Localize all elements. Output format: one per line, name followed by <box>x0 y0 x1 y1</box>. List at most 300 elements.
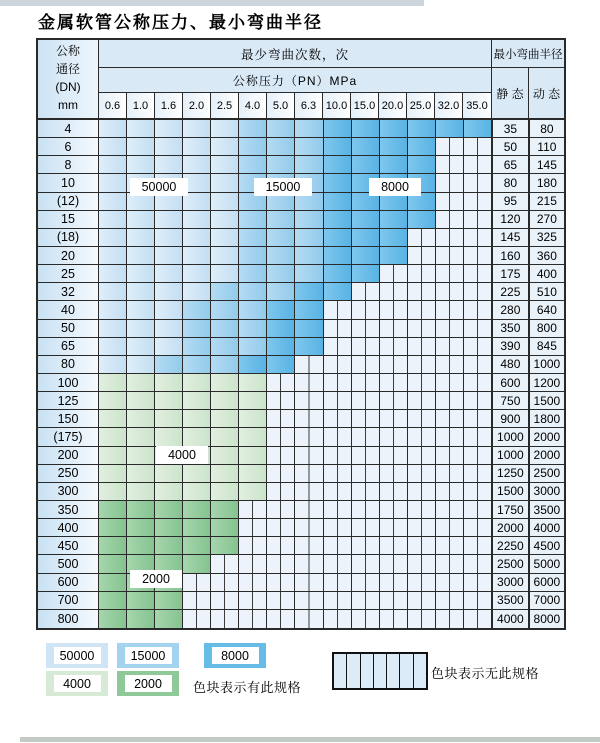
cycle-cell-50000 <box>155 247 183 264</box>
no-spec-cell <box>267 555 295 572</box>
static-radius-cell: 50 <box>492 138 529 155</box>
no-spec-cell <box>324 374 352 391</box>
dynamic-radius-cell: 110 <box>529 138 564 155</box>
dynamic-radius-cell: 360 <box>529 247 564 264</box>
cycle-cell-4000 <box>239 447 267 464</box>
cycle-cell-50000 <box>211 193 239 210</box>
header-cycles-title: 最少弯曲次数，次 <box>99 40 491 68</box>
no-spec-cell <box>239 501 267 518</box>
no-spec-cell <box>436 265 464 282</box>
cycle-cell-15000 <box>295 229 323 246</box>
dynamic-radius-cell: 2000 <box>529 428 564 445</box>
cycle-cell-15000 <box>267 247 295 264</box>
table-row <box>38 301 564 319</box>
table-header <box>38 40 564 120</box>
static-radius-cell: 900 <box>492 410 529 427</box>
cycle-cell-15000 <box>267 138 295 155</box>
bottom-strip <box>20 737 600 742</box>
cycle-cell-50000 <box>127 138 155 155</box>
cycle-cell-4000 <box>99 392 127 409</box>
cycle-cell-4000 <box>239 465 267 482</box>
no-spec-cell <box>239 555 267 572</box>
cycle-cell-4000 <box>99 447 127 464</box>
cycle-cell-50000 <box>183 138 211 155</box>
header-cycles-group <box>99 40 492 118</box>
static-radius-cell: 1500 <box>492 483 529 500</box>
no-spec-cell <box>436 501 464 518</box>
cycle-cell-4000 <box>99 465 127 482</box>
no-spec-cell <box>324 501 352 518</box>
no-spec-cell <box>464 320 492 337</box>
header-dn-line: mm <box>58 98 78 113</box>
cycle-cell-50000 <box>155 211 183 228</box>
cycle-cell-2000 <box>211 519 239 536</box>
no-spec-cell <box>324 338 352 355</box>
header-dn-line: (DN) <box>55 80 81 95</box>
dn-cell: 4 <box>38 120 99 137</box>
cycle-cell-50000 <box>155 138 183 155</box>
no-spec-cell <box>408 574 436 591</box>
no-spec-cell <box>267 519 295 536</box>
no-spec-cell <box>324 610 352 628</box>
no-spec-cell <box>380 447 408 464</box>
no-spec-cell <box>295 537 323 554</box>
cycle-cell-50000 <box>127 120 155 137</box>
no-spec-cell <box>324 465 352 482</box>
no-spec-cell <box>408 447 436 464</box>
cycle-cell-2000 <box>211 537 239 554</box>
no-spec-cell <box>408 320 436 337</box>
no-spec-cell <box>352 428 380 445</box>
cycle-cell-50000 <box>99 174 127 191</box>
cycle-cell-4000 <box>99 410 127 427</box>
no-spec-cell <box>408 392 436 409</box>
dynamic-radius-cell: 6000 <box>529 574 564 591</box>
no-spec-cell <box>352 410 380 427</box>
cycle-cell-2000 <box>183 537 211 554</box>
cycle-cell-8000 <box>324 247 352 264</box>
cycle-cell-4000 <box>211 465 239 482</box>
cycle-cell-15000 <box>295 138 323 155</box>
no-spec-cell <box>324 447 352 464</box>
no-spec-cell <box>380 338 408 355</box>
no-spec-cell <box>464 265 492 282</box>
cycle-cell-50000 <box>155 283 183 300</box>
no-spec-cell <box>436 193 464 210</box>
no-spec-cell <box>408 519 436 536</box>
cycle-cell-8000 <box>324 138 352 155</box>
no-spec-cell <box>352 574 380 591</box>
header-static-dynamic <box>492 68 564 118</box>
dynamic-radius-cell: 845 <box>529 338 564 355</box>
dn-cell: 350 <box>38 501 99 518</box>
no-spec-cell <box>408 592 436 609</box>
dynamic-radius-cell: 1000 <box>529 356 564 373</box>
pressure-col-header: 4.0 <box>239 93 267 118</box>
cycle-cell-15000 <box>155 356 183 373</box>
no-spec-cell <box>295 592 323 609</box>
static-radius-cell: 2000 <box>492 519 529 536</box>
header-pressure-values-row <box>99 93 491 118</box>
dn-cell: 50 <box>38 320 99 337</box>
dynamic-radius-cell: 3500 <box>529 501 564 518</box>
cycle-cell-15000 <box>211 338 239 355</box>
legend-hatch-cell <box>361 654 374 688</box>
cycle-cell-4000 <box>239 483 267 500</box>
no-spec-cell <box>380 356 408 373</box>
no-spec-cell <box>436 592 464 609</box>
cycle-cell-8000 <box>324 211 352 228</box>
dynamic-radius-cell: 3000 <box>529 483 564 500</box>
no-spec-cell <box>295 356 323 373</box>
table-row <box>38 229 564 247</box>
no-spec-cell <box>324 320 352 337</box>
table-row <box>38 501 564 519</box>
cycle-cell-8000 <box>239 356 267 373</box>
header-radius-title: 最小弯曲半径 <box>492 40 564 68</box>
no-spec-cell <box>380 574 408 591</box>
table-row <box>38 338 564 356</box>
no-spec-cell <box>352 592 380 609</box>
cycle-cell-8000 <box>267 301 295 318</box>
dynamic-radius-cell: 145 <box>529 156 564 173</box>
cycle-cell-15000 <box>295 120 323 137</box>
no-spec-cell <box>464 392 492 409</box>
cycle-cell-2000 <box>155 610 183 628</box>
no-spec-cell <box>380 483 408 500</box>
cycle-cell-50000 <box>127 301 155 318</box>
cycle-cell-15000 <box>183 356 211 373</box>
cycle-cell-4000 <box>183 465 211 482</box>
cycle-cell-2000 <box>99 574 127 591</box>
no-spec-cell <box>239 610 267 628</box>
legend-swatch-2000 <box>117 671 179 696</box>
cycle-cell-4000 <box>127 465 155 482</box>
cycle-cell-15000 <box>267 265 295 282</box>
no-spec-cell <box>380 555 408 572</box>
dn-cell: 450 <box>38 537 99 554</box>
dynamic-radius-cell: 1500 <box>529 392 564 409</box>
cycle-cell-50000 <box>127 338 155 355</box>
no-spec-cell <box>211 574 239 591</box>
no-spec-cell <box>239 537 267 554</box>
no-spec-cell <box>211 610 239 628</box>
no-spec-cell <box>324 410 352 427</box>
no-spec-cell <box>324 537 352 554</box>
no-spec-cell <box>352 519 380 536</box>
cycle-cell-2000 <box>155 592 183 609</box>
cycle-cell-8000 <box>408 156 436 173</box>
static-radius-cell: 750 <box>492 392 529 409</box>
cycle-cell-2000 <box>183 519 211 536</box>
cycle-cell-8000 <box>408 211 436 228</box>
cycle-cell-8000 <box>324 174 352 191</box>
no-spec-cell <box>295 465 323 482</box>
cycle-cell-15000 <box>239 138 267 155</box>
cycle-cell-50000 <box>155 265 183 282</box>
static-radius-cell: 3500 <box>492 592 529 609</box>
legend-swatch-8000 <box>204 643 266 668</box>
no-spec-cell <box>239 574 267 591</box>
cycle-cell-50000 <box>183 265 211 282</box>
no-spec-cell <box>408 356 436 373</box>
cycle-cell-50000 <box>155 301 183 318</box>
cycle-cell-50000 <box>127 156 155 173</box>
no-spec-cell <box>380 592 408 609</box>
no-spec-cell <box>436 447 464 464</box>
legend-hatch-cell <box>374 654 387 688</box>
cycle-cell-15000 <box>183 301 211 318</box>
cycle-cell-4000 <box>239 392 267 409</box>
pressure-col-header: 10.0 <box>323 93 351 118</box>
cycle-cell-50000 <box>127 320 155 337</box>
cycle-cell-8000 <box>295 338 323 355</box>
dn-cell: 500 <box>38 555 99 572</box>
cycle-zone-label: 15000 <box>254 178 312 196</box>
no-spec-cell <box>436 410 464 427</box>
no-spec-cell <box>408 247 436 264</box>
no-spec-cell <box>352 610 380 628</box>
table-row <box>38 519 564 537</box>
cycle-cell-50000 <box>211 211 239 228</box>
cycle-cell-8000 <box>380 138 408 155</box>
table-row <box>38 320 564 338</box>
cycle-cell-50000 <box>211 265 239 282</box>
cycle-cell-15000 <box>239 301 267 318</box>
header-radius-group <box>492 40 564 118</box>
static-radius-cell: 1000 <box>492 428 529 445</box>
dn-cell: 800 <box>38 610 99 628</box>
cycle-cell-50000 <box>99 283 127 300</box>
dynamic-radius-cell: 215 <box>529 193 564 210</box>
cycle-cell-4000 <box>127 392 155 409</box>
pressure-col-header: 2.0 <box>183 93 211 118</box>
no-spec-cell <box>295 374 323 391</box>
no-spec-cell <box>295 447 323 464</box>
cycle-cell-8000 <box>324 283 352 300</box>
no-spec-cell <box>239 592 267 609</box>
no-spec-cell <box>436 555 464 572</box>
cycle-cell-4000 <box>183 428 211 445</box>
cycle-cell-15000 <box>211 301 239 318</box>
cycle-cell-50000 <box>211 156 239 173</box>
no-spec-cell <box>211 592 239 609</box>
dynamic-radius-cell: 400 <box>529 265 564 282</box>
no-spec-cell <box>408 229 436 246</box>
no-spec-cell <box>380 392 408 409</box>
dn-cell: 32 <box>38 283 99 300</box>
no-spec-cell <box>464 428 492 445</box>
cycle-cell-15000 <box>295 265 323 282</box>
no-spec-cell <box>295 392 323 409</box>
static-radius-cell: 1250 <box>492 465 529 482</box>
static-radius-cell: 1000 <box>492 447 529 464</box>
cycle-cell-8000 <box>324 193 352 210</box>
cycle-cell-15000 <box>267 156 295 173</box>
dn-cell: (12) <box>38 193 99 210</box>
static-radius-cell: 2250 <box>492 537 529 554</box>
no-spec-cell <box>436 428 464 445</box>
static-radius-cell: 160 <box>492 247 529 264</box>
pressure-col-header: 25.0 <box>407 93 435 118</box>
no-spec-cell <box>408 428 436 445</box>
no-spec-cell <box>267 592 295 609</box>
no-spec-cell <box>295 519 323 536</box>
cycle-cell-15000 <box>295 211 323 228</box>
cycle-cell-8000 <box>352 265 380 282</box>
cycle-cell-2000 <box>127 592 155 609</box>
cycle-cell-4000 <box>211 374 239 391</box>
no-spec-cell <box>352 465 380 482</box>
legend-no-spec-text: 色块表示无此规格 <box>431 666 540 681</box>
no-spec-cell <box>352 447 380 464</box>
page-title: 金属软管公称压力、最小弯曲半径 <box>38 13 323 33</box>
cycle-cell-15000 <box>267 283 295 300</box>
no-spec-cell <box>295 555 323 572</box>
no-spec-cell <box>324 574 352 591</box>
cycle-cell-2000 <box>99 501 127 518</box>
dynamic-radius-cell: 2500 <box>529 465 564 482</box>
static-radius-cell: 2500 <box>492 555 529 572</box>
no-spec-cell <box>408 537 436 554</box>
cycle-cell-4000 <box>155 483 183 500</box>
no-spec-cell <box>211 555 239 572</box>
no-spec-cell <box>436 138 464 155</box>
legend-hatch-cell <box>387 654 400 688</box>
table-row <box>38 537 564 555</box>
dn-cell: 40 <box>38 301 99 318</box>
cycle-cell-4000 <box>211 410 239 427</box>
cycle-cell-50000 <box>99 356 127 373</box>
cycle-cell-15000 <box>239 283 267 300</box>
cycle-cell-15000 <box>239 247 267 264</box>
cycle-cell-8000 <box>408 138 436 155</box>
legend-hatch-cell <box>400 654 413 688</box>
dynamic-radius-cell: 180 <box>529 174 564 191</box>
cycle-cell-8000 <box>380 211 408 228</box>
no-spec-cell <box>380 320 408 337</box>
no-spec-cell <box>380 265 408 282</box>
no-spec-cell <box>464 410 492 427</box>
static-radius-cell: 225 <box>492 283 529 300</box>
no-spec-cell <box>464 174 492 191</box>
static-radius-cell: 4000 <box>492 610 529 628</box>
dn-cell: 10 <box>38 174 99 191</box>
pressure-col-header: 5.0 <box>267 93 295 118</box>
dynamic-radius-cell: 800 <box>529 320 564 337</box>
cycle-cell-50000 <box>99 320 127 337</box>
table-row <box>38 283 564 301</box>
cycle-cell-4000 <box>155 392 183 409</box>
no-spec-cell <box>295 610 323 628</box>
header-pressure-title: 公称压力（PN）MPa <box>99 68 491 93</box>
cycle-zone-label: 2000 <box>130 570 182 588</box>
no-spec-cell <box>464 247 492 264</box>
table-row <box>38 410 564 428</box>
dynamic-radius-cell: 2000 <box>529 447 564 464</box>
dn-cell: 150 <box>38 410 99 427</box>
dn-cell: 6 <box>38 138 99 155</box>
cycle-cell-2000 <box>99 555 127 572</box>
dynamic-radius-cell: 325 <box>529 229 564 246</box>
cycle-cell-15000 <box>239 120 267 137</box>
table-row <box>38 211 564 229</box>
cycle-cell-2000 <box>127 501 155 518</box>
cycle-cell-8000 <box>352 247 380 264</box>
no-spec-cell <box>464 301 492 318</box>
no-spec-cell <box>408 483 436 500</box>
cycle-cell-2000 <box>183 501 211 518</box>
dynamic-radius-cell: 640 <box>529 301 564 318</box>
dn-cell: 300 <box>38 483 99 500</box>
dn-cell: 125 <box>38 392 99 409</box>
pressure-radius-table <box>36 38 566 630</box>
dn-cell: 400 <box>38 519 99 536</box>
no-spec-cell <box>408 338 436 355</box>
cycle-cell-15000 <box>211 356 239 373</box>
no-spec-cell <box>464 356 492 373</box>
dn-cell: 80 <box>38 356 99 373</box>
dn-cell: 250 <box>38 465 99 482</box>
cycle-cell-8000 <box>324 120 352 137</box>
no-spec-cell <box>380 428 408 445</box>
table-row <box>38 247 564 265</box>
cycle-cell-50000 <box>127 247 155 264</box>
no-spec-cell <box>267 392 295 409</box>
no-spec-cell <box>183 610 211 628</box>
no-spec-cell <box>408 610 436 628</box>
no-spec-cell <box>380 501 408 518</box>
no-spec-cell <box>380 301 408 318</box>
cycle-cell-8000 <box>408 120 436 137</box>
table-row <box>38 483 564 501</box>
table-row <box>38 120 564 138</box>
cycle-cell-15000 <box>183 338 211 355</box>
no-spec-cell <box>464 483 492 500</box>
cycle-cell-4000 <box>183 374 211 391</box>
dynamic-radius-cell: 510 <box>529 283 564 300</box>
legend-has-spec-text: 色块表示有此规格 <box>193 680 302 695</box>
table-row <box>38 555 564 573</box>
no-spec-cell <box>436 392 464 409</box>
cycle-cell-4000 <box>155 410 183 427</box>
dynamic-radius-cell: 4000 <box>529 519 564 536</box>
cycle-cell-2000 <box>155 519 183 536</box>
cycle-cell-15000 <box>295 156 323 173</box>
no-spec-cell <box>324 483 352 500</box>
dynamic-radius-cell: 8000 <box>529 610 564 628</box>
static-radius-cell: 145 <box>492 229 529 246</box>
no-spec-cell <box>352 320 380 337</box>
cycle-zone-label: 50000 <box>130 178 188 196</box>
no-spec-cell <box>352 392 380 409</box>
cycle-cell-8000 <box>295 301 323 318</box>
no-spec-cell <box>324 301 352 318</box>
dn-cell: 15 <box>38 211 99 228</box>
no-spec-cell <box>436 574 464 591</box>
no-spec-cell <box>436 519 464 536</box>
cycle-cell-50000 <box>211 174 239 191</box>
no-spec-cell <box>267 574 295 591</box>
cycle-cell-4000 <box>127 483 155 500</box>
cycle-cell-4000 <box>127 374 155 391</box>
cycle-cell-4000 <box>239 410 267 427</box>
no-spec-cell <box>464 193 492 210</box>
no-spec-cell <box>352 356 380 373</box>
static-radius-cell: 95 <box>492 193 529 210</box>
legend-swatch-label: 8000 <box>212 647 259 664</box>
cycle-cell-50000 <box>99 138 127 155</box>
